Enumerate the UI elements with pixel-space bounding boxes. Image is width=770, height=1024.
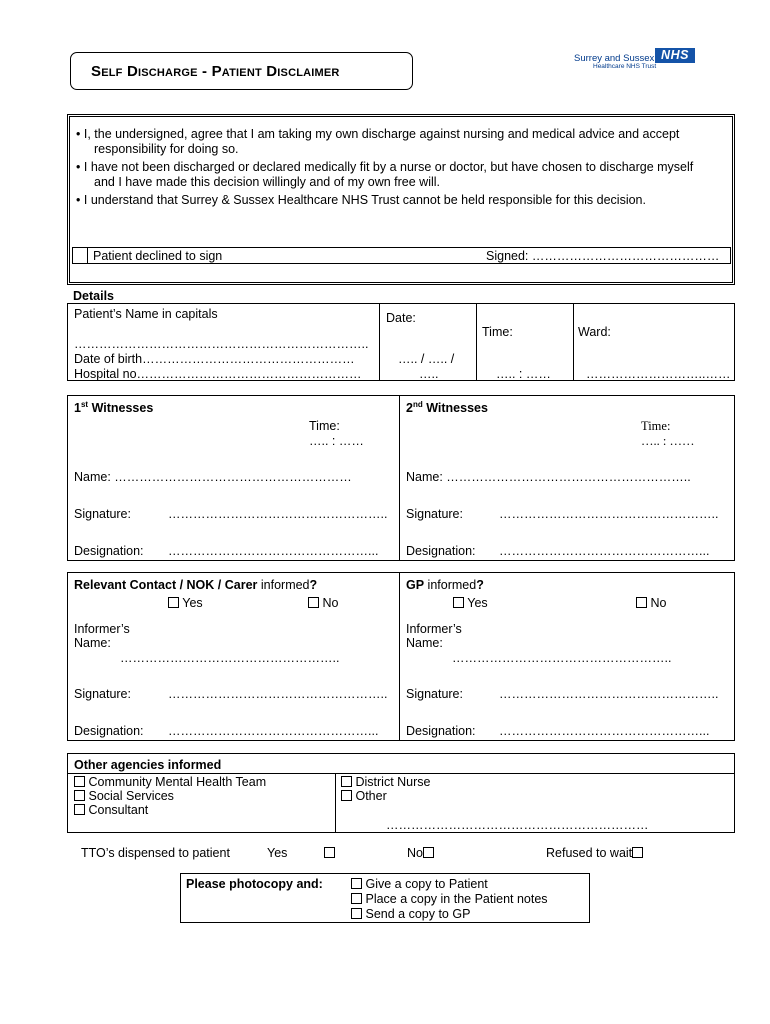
checkbox-icon[interactable] [341, 776, 352, 787]
bullet-icon: • [76, 127, 81, 141]
checkbox-icon[interactable] [324, 847, 335, 858]
first-witness-time-label: Time: [309, 419, 340, 433]
time-field[interactable]: ….. : …… [496, 367, 551, 381]
informer-label: Informer’s [74, 622, 130, 636]
gp-designation-field[interactable]: …………………………………………... [499, 724, 710, 738]
informer-name-label: Name: [74, 636, 111, 650]
first-witness-name-field[interactable]: Name: ………………………………………………… [74, 470, 352, 484]
page-title [70, 52, 413, 90]
logo-org-sub: Healthcare NHS Trust [593, 63, 657, 70]
tto-yes-option[interactable]: Yes [267, 846, 335, 860]
tto-refused-option[interactable]: Refused to wait [546, 846, 643, 860]
second-witness-name-field[interactable]: Name: ………………………………………………….. [406, 470, 691, 484]
checkbox-icon[interactable] [423, 847, 434, 858]
declaration-box [67, 114, 735, 285]
bullet-icon: • [76, 160, 81, 174]
declaration-text: I have not been discharged or declared medically fit by a nurse or doctor, but have chosen to discharge myself [83, 160, 694, 174]
patient-name-label: Patient’s Name in capitals [74, 307, 218, 321]
gp-no-option[interactable]: No [636, 596, 666, 610]
agency-social-services-option[interactable]: Social Services [74, 789, 174, 803]
second-witness-time-label: Time: [641, 419, 671, 433]
checkbox-icon[interactable] [351, 878, 362, 889]
logo-org-name: Surrey and Sussex [574, 53, 655, 64]
ward-label: Ward: [578, 325, 611, 339]
copy-patient-option[interactable]: Give a copy to Patient [351, 877, 488, 891]
hospital-no-field[interactable]: Hospital no……………………………………………… [74, 367, 362, 381]
tto-label: TTO’s dispensed to patient [81, 846, 230, 860]
first-witness-designation-field[interactable]: …………………………………………... [168, 544, 379, 558]
declaration-text: and I have made this decision willingly and of my own free will. [94, 175, 441, 189]
agency-other-option[interactable]: Other [341, 789, 387, 803]
nok-designation-field[interactable]: …………………………………………... [168, 724, 379, 738]
date-year-field[interactable]: ….. [419, 367, 439, 381]
nok-yes-option[interactable]: Yes [168, 596, 203, 610]
witnesses-table [67, 395, 735, 561]
checkbox-icon[interactable] [636, 597, 647, 608]
time-label: Time: [482, 325, 513, 339]
bullet-icon: • [76, 193, 81, 207]
second-witness-heading: 2nd Witnesses [406, 400, 488, 416]
agency-other-field[interactable]: ……………………………………………………… [386, 818, 649, 832]
declaration-text: I, the undersigned, agree that I am taking my own discharge against nursing and medical advice and accept [83, 127, 680, 141]
gp-signature-field[interactable]: …………………………………………….. [499, 687, 719, 701]
agency-district-nurse-option[interactable]: District Nurse [341, 775, 431, 789]
date-label: Date: [386, 311, 416, 325]
checkbox-icon[interactable] [74, 790, 85, 801]
photocopy-box [180, 873, 590, 923]
designation-label: Designation: [74, 724, 144, 738]
checkbox-icon[interactable] [351, 908, 362, 919]
informer-label: Informer’s [406, 622, 462, 636]
declaration-text: responsibility for doing so. [94, 142, 239, 156]
gp-yes-option[interactable]: Yes [453, 596, 488, 610]
signature-label: Signature: [74, 687, 131, 701]
second-witness-signature-field[interactable]: …………………………………………….. [499, 507, 719, 521]
copy-gp-option[interactable]: Send a copy to GP [351, 907, 470, 921]
designation-label: Designation: [406, 544, 476, 558]
details-table [67, 303, 735, 381]
signature-label: Signature: [74, 507, 131, 521]
nhs-logo: NHS [655, 48, 695, 63]
designation-label: Designation: [406, 724, 476, 738]
signed-field[interactable]: Signed: ……………………………………… [486, 249, 720, 263]
tto-no-option[interactable]: No [407, 846, 434, 860]
designation-label: Designation: [74, 544, 144, 558]
patient-declined-label: Patient declined to sign [93, 249, 223, 263]
signature-label: Signature: [406, 507, 463, 521]
checkbox-icon[interactable] [168, 597, 179, 608]
second-witness-designation-field[interactable]: …………………………………………... [499, 544, 710, 558]
declaration-bullet-3 [76, 193, 728, 208]
second-witness-time-field[interactable]: ….. : …… [641, 434, 695, 448]
nok-informer-name-field[interactable]: …………………………………………….. [120, 651, 340, 665]
page-title-text: Self Discharge - Patient Disclaimer [91, 62, 340, 80]
agency-cmht-option[interactable]: Community Mental Health Team [74, 775, 266, 789]
agency-consultant-option[interactable]: Consultant [74, 803, 148, 817]
gp-informed-question: GP informed? [406, 578, 484, 592]
date-field[interactable]: ….. / ….. / [398, 352, 455, 366]
nok-no-option[interactable]: No [308, 596, 338, 610]
agencies-heading: Other agencies informed [74, 758, 222, 772]
checkbox-icon[interactable] [74, 804, 85, 815]
agencies-table [67, 753, 735, 833]
sign-row [72, 247, 731, 264]
ward-field[interactable]: ………………………..…… [586, 367, 731, 381]
declaration-bullet-1 [76, 127, 728, 142]
patient-name-field[interactable]: …………………………………………………………….. [74, 337, 369, 351]
gp-informer-name-field[interactable]: …………………………………………….. [452, 651, 672, 665]
nok-signature-field[interactable]: …………………………………………….. [168, 687, 388, 701]
first-witness-signature-field[interactable]: …………………………………………….. [168, 507, 388, 521]
checkbox-icon[interactable] [632, 847, 643, 858]
declaration-text: I understand that Surrey & Sussex Healthcare NHS Trust cannot be held responsible for this decision. [83, 193, 646, 207]
first-witness-time-field[interactable]: ….. : …… [309, 434, 364, 448]
informer-name-label: Name: [406, 636, 443, 650]
checkbox-icon[interactable] [308, 597, 319, 608]
checkbox-icon[interactable] [341, 790, 352, 801]
declaration-bullet-2 [76, 160, 728, 175]
nok-informed-question: Relevant Contact / NOK / Carer informed? [74, 578, 318, 592]
checkbox-icon[interactable] [453, 597, 464, 608]
checkbox-icon[interactable] [351, 893, 362, 904]
date-of-birth-field[interactable]: Date of birth…………………………………………… [74, 352, 355, 366]
photocopy-label: Please photocopy and: [186, 877, 323, 891]
copy-notes-option[interactable]: Place a copy in the Patient notes [351, 892, 548, 906]
contacts-table [67, 572, 735, 741]
checkbox-icon[interactable] [74, 776, 85, 787]
first-witness-heading: 1st Witnesses [74, 400, 154, 416]
signature-label: Signature: [406, 687, 463, 701]
details-heading: Details [73, 289, 114, 303]
